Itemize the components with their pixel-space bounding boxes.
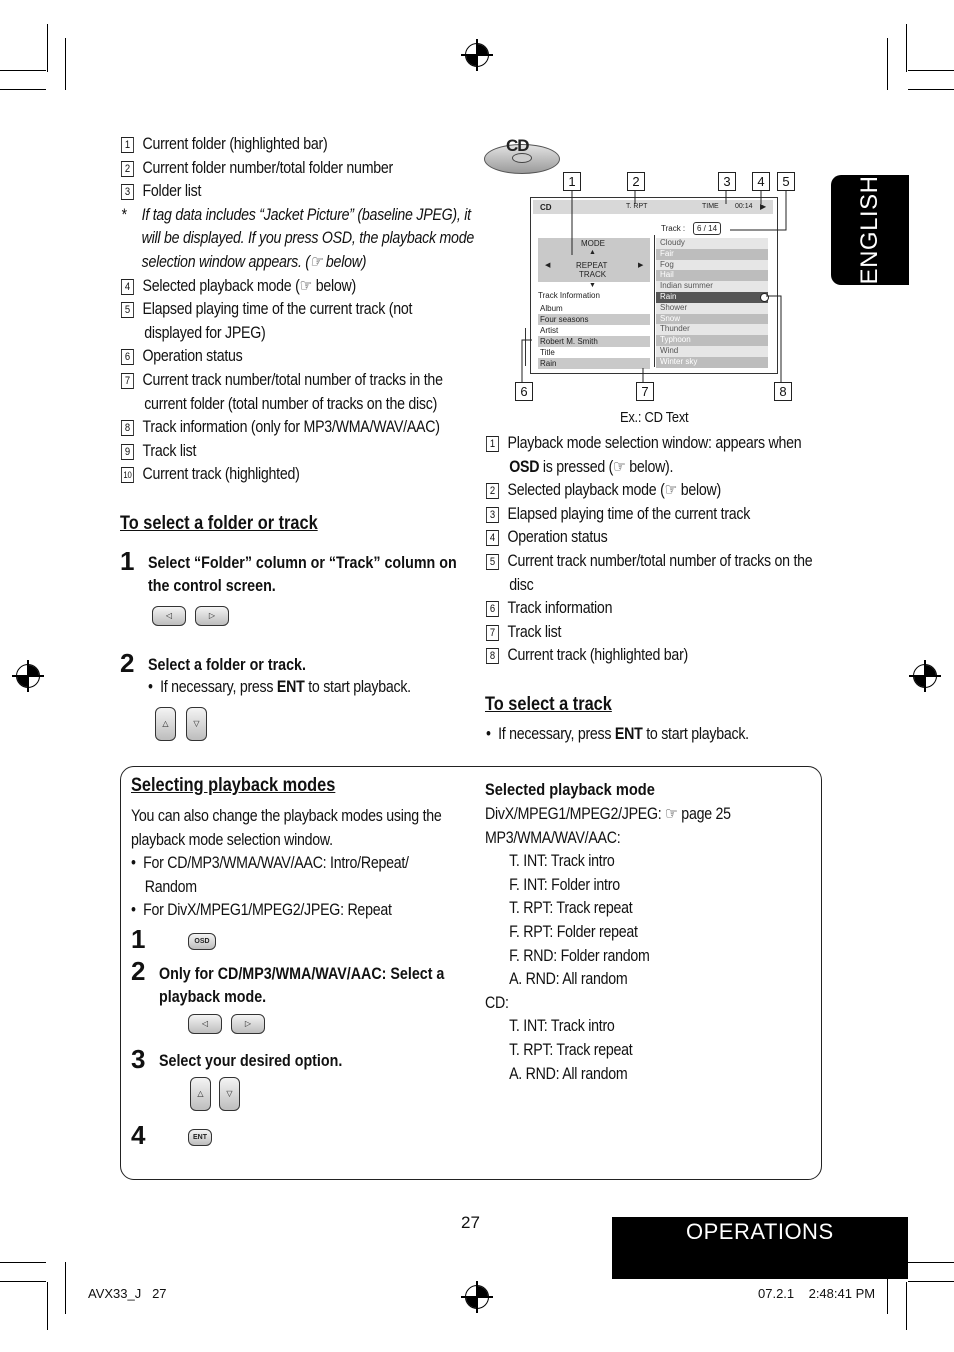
playback-mode-line: T. INT: Track intro — [509, 1017, 615, 1036]
track-list-item[interactable]: Hail — [656, 270, 768, 281]
legend-number: 7 — [486, 625, 499, 641]
right-arrow-button[interactable]: ▷ — [231, 1014, 265, 1034]
step-line: Only for CD/MP3/WMA/WAV/AAC: Select a — [159, 964, 445, 983]
osd-button[interactable]: OSD — [188, 933, 216, 950]
right-legend — [486, 432, 812, 668]
callout-2: 2 — [627, 172, 645, 191]
legend-line — [486, 503, 812, 527]
track-info-item: Album — [540, 304, 563, 313]
crop-mark — [908, 1262, 954, 1263]
box-step2-text — [159, 962, 444, 1008]
legend-text: Operation status — [142, 347, 243, 366]
bullet-icon: • — [486, 725, 491, 743]
legend-number: 8 — [486, 648, 499, 664]
legend-text: Track information — [507, 599, 613, 618]
crop-mark — [908, 1281, 954, 1282]
callout-8: 8 — [774, 382, 792, 401]
legend-text: Current track number/total number of tracks in the — [142, 370, 443, 389]
crop-mark — [906, 24, 907, 72]
playback-mode-line: T. RPT: Track repeat — [509, 1040, 633, 1059]
legend-text: selection window appears. (☞ below) — [141, 252, 367, 271]
play-status-icon: ▶ — [760, 202, 767, 211]
legend-number: 7 — [121, 373, 134, 389]
page-number: 27 — [461, 1213, 480, 1232]
intro-line: You can also change the playback modes using the — [131, 807, 442, 825]
source-label: CD — [540, 203, 552, 212]
legend-text: Current folder number/total folder number — [142, 158, 394, 177]
playback-modes-intro — [131, 805, 442, 923]
intro-line: playback mode selection window. — [131, 830, 333, 849]
bullet-text: to start playback. — [304, 678, 411, 696]
crop-mark — [0, 1262, 46, 1263]
playback-mode-line: MP3/WMA/WAV/AAC: — [485, 828, 621, 847]
legend-line — [121, 298, 474, 322]
left-legend — [121, 133, 474, 487]
step-line: playback mode. — [159, 987, 267, 1006]
legend-line — [486, 597, 812, 621]
step2-text: Select a folder or track. — [148, 655, 306, 674]
language-tab — [831, 175, 909, 285]
track-list-item[interactable]: Shower — [656, 303, 768, 314]
playback-mode-line: CD: — [485, 993, 509, 1012]
legend-line — [121, 345, 474, 369]
playback-mode-line: F. INT: Folder intro — [509, 875, 620, 894]
legend-text: Folder list — [142, 182, 202, 201]
legend-text: Current track number/total number of tracks on the — [507, 551, 813, 570]
legend-line — [121, 416, 474, 440]
track-list-item[interactable]: Fair — [656, 249, 768, 260]
track-ent-instruction — [486, 723, 749, 747]
bullet-icon: • — [131, 901, 136, 920]
playback-mode-label: T. RPT — [626, 203, 648, 210]
legend-line — [121, 133, 474, 157]
callout-5: 5 — [777, 172, 795, 191]
legend-number: 2 — [486, 483, 499, 499]
time-label: TIME — [702, 203, 719, 210]
ent-instruction — [148, 676, 411, 700]
legend-line — [121, 227, 474, 251]
box-step3-text: Select your desired option. — [159, 1051, 343, 1070]
bullet-item — [131, 899, 442, 923]
callout-3: 3 — [718, 172, 736, 191]
step1-text — [148, 551, 457, 597]
legend-text: Elapsed playing time of the current track (not — [142, 300, 413, 319]
ent-key-label: ENT — [614, 725, 643, 743]
selected-mode-heading: Selected playback mode — [485, 780, 655, 799]
elapsed-time: 00:14 — [735, 203, 753, 210]
legend-text: disc — [509, 575, 534, 594]
legend-line — [486, 644, 812, 668]
legend-number: 2 — [121, 161, 134, 177]
bullet-text: If necessary, press — [498, 725, 615, 743]
track-info-item: Robert M. Smith — [538, 336, 650, 347]
step-number: 2 — [120, 648, 135, 678]
cd-disc-label: CD — [506, 136, 529, 155]
callout-1: 1 — [563, 172, 581, 191]
left-triangle-icon: ◀ — [545, 262, 551, 269]
legend-line — [121, 393, 474, 417]
track-section-heading: To select a track — [485, 694, 612, 715]
legend-line — [486, 550, 812, 574]
track-list-item[interactable]: Indian summer — [656, 281, 768, 292]
playback-mode-line: DivX/MPEG1/MPEG2/JPEG: ☞ page 25 — [485, 805, 731, 823]
repeat-option: REPEAT — [576, 261, 608, 270]
left-arrow-button[interactable]: ◁ — [188, 1014, 222, 1034]
crop-mark — [887, 38, 888, 90]
crop-mark — [0, 70, 46, 71]
down-triangle-icon: ▼ — [589, 282, 596, 289]
playback-mode-line: A. RND: All random — [509, 970, 628, 989]
legend-line — [486, 456, 812, 480]
folder-section-heading: To select a folder or track — [120, 513, 318, 534]
crop-mark — [0, 89, 46, 90]
legend-text: Current track (highlighted bar) — [507, 646, 689, 665]
legend-line — [486, 479, 812, 503]
playback-modes-heading: Selecting playback modes — [131, 775, 336, 796]
step-line: the control screen. — [148, 576, 276, 595]
mode-label: MODE — [581, 239, 605, 248]
ent-key-label: ENT — [276, 678, 305, 696]
step-number: 1 — [120, 546, 135, 576]
track-info-item: Title — [540, 348, 555, 357]
crop-mark — [908, 89, 954, 90]
track-count-label: Track : — [661, 224, 686, 233]
legend-number: 8 — [121, 420, 134, 436]
legend-text: If tag data includes “Jacket Picture” (baseline JPEG), it — [141, 205, 471, 224]
legend-text: displayed for JPEG) — [144, 323, 266, 342]
legend-line — [121, 322, 474, 346]
track-list-item[interactable]: Fog — [656, 260, 768, 271]
track-list-item[interactable]: Winter sky — [656, 357, 768, 368]
legend-number: 1 — [486, 436, 499, 452]
legend-number: * — [121, 205, 127, 224]
track-info-item: Four seasons — [538, 314, 650, 325]
playback-mode-line: F. RPT: Folder repeat — [509, 922, 638, 941]
bullet-icon: • — [148, 678, 153, 696]
step-number: 2 — [131, 956, 146, 986]
bullet-text: Random — [144, 877, 197, 896]
track-list-item[interactable]: Wind — [656, 346, 768, 357]
legend-number: 5 — [486, 554, 499, 570]
down-arrow-button[interactable]: ▽ — [186, 707, 207, 741]
track-info-item: Rain — [538, 358, 650, 369]
legend-line — [121, 463, 474, 487]
step-number: 4 — [131, 1120, 146, 1150]
playback-mode-list — [485, 803, 731, 1086]
registration-mark-icon — [913, 664, 937, 688]
playback-mode-line: T. RPT: Track repeat — [509, 899, 633, 918]
current-track-item[interactable]: Rain — [656, 292, 768, 303]
bullet-text: to start playback. — [642, 725, 749, 743]
bullet-text: For CD/MP3/WMA/WAV/AAC: Intro/Repeat/ — [143, 854, 409, 873]
legend-line — [121, 180, 474, 204]
legend-number: 4 — [486, 530, 499, 546]
callout-6: 6 — [515, 382, 533, 401]
right-triangle-icon: ▶ — [638, 262, 644, 269]
track-list-item[interactable]: Cloudy — [656, 238, 768, 249]
up-arrow-button[interactable]: △ — [155, 707, 176, 741]
legend-line — [486, 432, 812, 456]
legend-text: Track list — [142, 441, 197, 460]
legend-number: 6 — [486, 601, 499, 617]
track-option: TRACK — [579, 270, 607, 279]
legend-line — [121, 204, 474, 228]
registration-mark-icon — [16, 664, 40, 688]
operations-banner — [612, 1217, 908, 1279]
registration-mark-icon — [465, 43, 489, 67]
screen-caption: Ex.: CD Text — [620, 409, 689, 426]
legend-line — [486, 574, 812, 598]
crop-mark — [908, 70, 954, 71]
crop-mark — [47, 1282, 48, 1330]
up-arrow-button[interactable]: △ — [190, 1077, 211, 1111]
crop-mark — [65, 1262, 66, 1314]
playback-mode-line: F. RND: Folder random — [509, 946, 650, 965]
step-number: 3 — [131, 1044, 146, 1074]
left-arrow-button[interactable]: ◁ — [152, 606, 186, 626]
legend-number: 6 — [121, 349, 134, 365]
legend-text: Selected playback mode (☞ below) — [507, 481, 721, 500]
legend-number: 3 — [121, 184, 134, 200]
legend-line — [121, 157, 474, 181]
playback-mode-line: T. INT: Track intro — [509, 852, 615, 871]
legend-text: Track list — [507, 622, 562, 641]
track-list-item[interactable]: Typhoon — [656, 335, 768, 346]
legend-text: Selected playback mode (☞ below) — [142, 276, 356, 295]
bullet-icon: • — [131, 854, 136, 873]
language-tab-label: ENGLISH — [856, 175, 883, 285]
legend-line — [486, 526, 812, 550]
legend-text: Current folder (highlighted bar) — [142, 135, 328, 153]
right-arrow-button[interactable]: ▷ — [195, 606, 229, 626]
legend-text: will be displayed. If you press OSD, the playback mode — [141, 229, 474, 248]
legend-text: Operation status — [507, 528, 608, 547]
step-line: Select “Folder” column or “Track” column on — [148, 553, 457, 572]
legend-text: is pressed (☞ below). — [539, 457, 674, 476]
callout-7: 7 — [636, 382, 654, 401]
track-list-item[interactable]: Snow — [656, 314, 768, 325]
up-triangle-icon: ▲ — [589, 249, 596, 256]
callout-4: 4 — [752, 172, 770, 191]
legend-text: Current track (highlighted) — [142, 465, 300, 484]
legend-number: 3 — [486, 507, 499, 523]
bullet-text: If necessary, press — [160, 678, 277, 696]
legend-text: current folder (total number of tracks on the disc) — [144, 394, 438, 413]
step-number: 1 — [131, 924, 146, 954]
legend-number: 1 — [121, 137, 134, 153]
legend-text: Playback mode selection window: appears when — [507, 434, 802, 452]
track-info-item: Artist — [540, 326, 559, 335]
legend-text: Elapsed playing time of the current track — [507, 504, 751, 523]
crop-mark — [906, 1282, 907, 1330]
down-arrow-button[interactable]: ▽ — [219, 1077, 240, 1111]
bullet-item — [131, 852, 442, 876]
track-count: 6 / 14 — [693, 222, 721, 235]
footer-timestamp: 07.2.1 2:48:41 PM — [758, 1286, 876, 1301]
registration-mark-icon — [465, 1285, 489, 1309]
crop-mark — [47, 24, 48, 72]
track-info-header: Track Information — [538, 291, 600, 300]
legend-line — [121, 440, 474, 464]
legend-line — [486, 621, 812, 645]
legend-number: 10 — [121, 467, 134, 483]
bullet-text: For DivX/MPEG1/MPEG2/JPEG: Repeat — [143, 901, 392, 920]
legend-number: 5 — [121, 302, 134, 318]
crop-mark — [65, 38, 66, 90]
legend-number: 9 — [121, 444, 134, 460]
footer-file-id: AVX33_J 27 — [88, 1286, 167, 1301]
operations-label: OPERATIONS — [686, 1219, 834, 1244]
legend-line — [121, 275, 474, 299]
ent-button[interactable]: ENT — [188, 1129, 212, 1146]
legend-number: 4 — [121, 279, 134, 295]
legend-bold: OSD — [509, 457, 540, 476]
legend-line — [121, 251, 474, 275]
playback-mode-line: A. RND: All random — [509, 1064, 628, 1083]
legend-text: Track information (only for MP3/WMA/WAV/AAC) — [142, 418, 440, 437]
callout-leader-lines — [480, 170, 800, 385]
crop-mark — [0, 1281, 46, 1282]
track-list-item[interactable]: Thunder — [656, 324, 768, 335]
legend-line — [121, 369, 474, 393]
